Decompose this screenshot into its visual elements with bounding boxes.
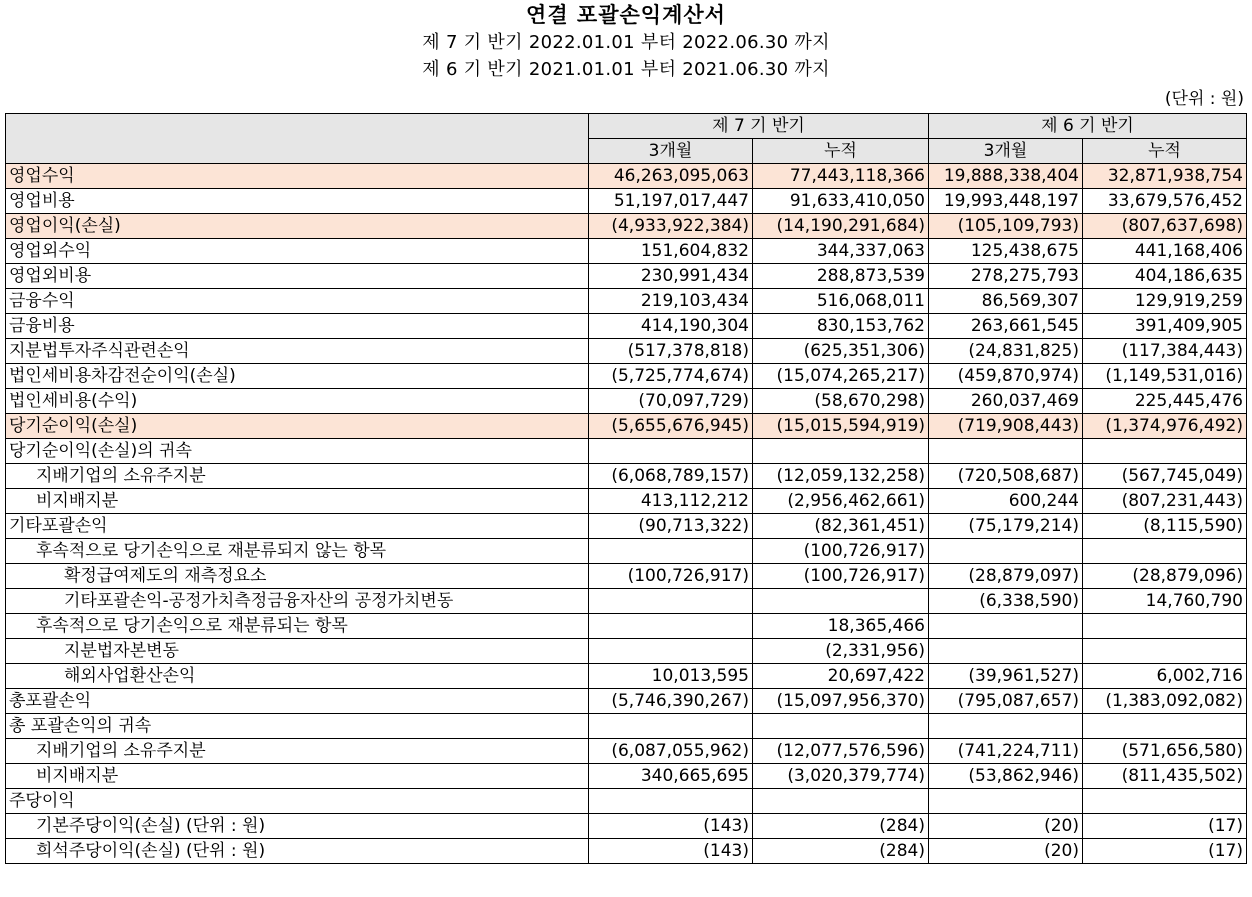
table-row <box>6 239 1247 264</box>
amount-cell: 219,103,434 <box>589 289 753 314</box>
amount-cell: 391,409,905 <box>1083 314 1247 339</box>
header-sub-ytd-7: 누적 <box>753 139 929 164</box>
table-row <box>6 739 1247 764</box>
account-label: 비지배지분 <box>6 764 589 789</box>
amount-cell: 18,365,466 <box>753 614 929 639</box>
header-period-6: 제 6 기 반기 <box>929 114 1247 139</box>
table-row <box>6 814 1247 839</box>
amount-cell: (459,870,974) <box>929 364 1083 389</box>
amount-cell <box>1083 639 1247 664</box>
amount-cell <box>589 614 753 639</box>
amount-cell: (143) <box>589 839 753 864</box>
amount-cell <box>1083 614 1247 639</box>
amount-cell: 441,168,406 <box>1083 239 1247 264</box>
amount-cell: (720,508,687) <box>929 464 1083 489</box>
table-row <box>6 589 1247 614</box>
amount-cell: (567,745,049) <box>1083 464 1247 489</box>
header-row-periods <box>6 114 1247 139</box>
amount-cell: 413,112,212 <box>589 489 753 514</box>
amount-cell: (5,746,390,267) <box>589 689 753 714</box>
account-label: 비지배지분 <box>6 489 589 514</box>
amount-cell: (741,224,711) <box>929 739 1083 764</box>
amount-cell: (807,637,698) <box>1083 214 1247 239</box>
amount-cell: (1,374,976,492) <box>1083 414 1247 439</box>
amount-cell <box>1083 714 1247 739</box>
amount-cell: 14,760,790 <box>1083 589 1247 614</box>
amount-cell: (571,656,580) <box>1083 739 1247 764</box>
amount-cell <box>929 614 1083 639</box>
table-row <box>6 189 1247 214</box>
amount-cell: (6,087,055,962) <box>589 739 753 764</box>
header-sub-3m-6: 3개월 <box>929 139 1083 164</box>
table-row <box>6 689 1247 714</box>
account-label: 당기순이익(손실)의 귀속 <box>6 439 589 464</box>
amount-cell: 10,013,595 <box>589 664 753 689</box>
prior-period-line: 제 6 기 반기 2021.01.01 부터 2021.06.30 까지 <box>422 59 830 80</box>
amount-cell: (90,713,322) <box>589 514 753 539</box>
amount-cell: 86,569,307 <box>929 289 1083 314</box>
statement-title: 연결 포괄손익계산서 <box>526 3 726 27</box>
account-label: 기타포괄손익 <box>6 514 589 539</box>
account-label: 기타포괄손익-공정가치측정금융자산의 공정가치변동 <box>6 589 589 614</box>
amount-cell: (1,383,092,082) <box>1083 689 1247 714</box>
amount-cell: (14,190,291,684) <box>753 214 929 239</box>
amount-cell: 125,438,675 <box>929 239 1083 264</box>
amount-cell: (17) <box>1083 814 1247 839</box>
amount-cell: 516,068,011 <box>753 289 929 314</box>
amount-cell: (70,097,729) <box>589 389 753 414</box>
table-row <box>6 714 1247 739</box>
header-period-7: 제 7 기 반기 <box>589 114 929 139</box>
account-label: 총 포괄손익의 귀속 <box>6 714 589 739</box>
table-row <box>6 789 1247 814</box>
account-label: 주당이익 <box>6 789 589 814</box>
account-label: 영업외비용 <box>6 264 589 289</box>
account-label: 지분법자본변동 <box>6 639 589 664</box>
amount-cell: (117,384,443) <box>1083 339 1247 364</box>
amount-cell <box>1083 439 1247 464</box>
account-label: 영업수익 <box>6 164 589 189</box>
amount-cell: (719,908,443) <box>929 414 1083 439</box>
amount-cell: (1,149,531,016) <box>1083 364 1247 389</box>
account-label: 법인세비용차감전순이익(손실) <box>6 364 589 389</box>
amount-cell: 830,153,762 <box>753 314 929 339</box>
table-row <box>6 539 1247 564</box>
account-label: 법인세비용(수익) <box>6 389 589 414</box>
table-row <box>6 164 1247 189</box>
header-account-cell <box>6 114 589 164</box>
amount-cell <box>589 639 753 664</box>
amount-cell: (82,361,451) <box>753 514 929 539</box>
amount-cell: (100,726,917) <box>753 539 929 564</box>
table-row <box>6 489 1247 514</box>
amount-cell: 77,443,118,366 <box>753 164 929 189</box>
amount-cell: 340,665,695 <box>589 764 753 789</box>
amount-cell: (5,725,774,674) <box>589 364 753 389</box>
current-period-line: 제 7 기 반기 2022.01.01 부터 2022.06.30 까지 <box>422 32 830 53</box>
table-row <box>6 314 1247 339</box>
amount-cell: 404,186,635 <box>1083 264 1247 289</box>
table-row <box>6 214 1247 239</box>
amount-cell: 20,697,422 <box>753 664 929 689</box>
amount-cell: (15,097,956,370) <box>753 689 929 714</box>
table-row <box>6 764 1247 789</box>
amount-cell: 32,871,938,754 <box>1083 164 1247 189</box>
table-row <box>6 464 1247 489</box>
amount-cell <box>589 439 753 464</box>
amount-cell: 129,919,259 <box>1083 289 1247 314</box>
account-label: 해외사업환산손익 <box>6 664 589 689</box>
amount-cell: (8,115,590) <box>1083 514 1247 539</box>
table-row <box>6 364 1247 389</box>
amount-cell: 51,197,017,447 <box>589 189 753 214</box>
amount-cell: 33,679,576,452 <box>1083 189 1247 214</box>
account-label: 후속적으로 당기손익으로 재분류되지 않는 항목 <box>6 539 589 564</box>
amount-cell: (17) <box>1083 839 1247 864</box>
amount-cell <box>753 589 929 614</box>
amount-cell: (12,059,132,258) <box>753 464 929 489</box>
amount-cell: (12,077,576,596) <box>753 739 929 764</box>
amount-cell: (100,726,917) <box>589 564 753 589</box>
amount-cell: (807,231,443) <box>1083 489 1247 514</box>
account-label: 확정급여제도의 재측정요소 <box>6 564 589 589</box>
table-row <box>6 614 1247 639</box>
amount-cell: (5,655,676,945) <box>589 414 753 439</box>
table-row <box>6 339 1247 364</box>
amount-cell: (15,015,594,919) <box>753 414 929 439</box>
table-row <box>6 389 1247 414</box>
account-label: 영업비용 <box>6 189 589 214</box>
amount-cell <box>929 639 1083 664</box>
amount-cell: 225,445,476 <box>1083 389 1247 414</box>
account-label: 금융수익 <box>6 289 589 314</box>
amount-cell: (284) <box>753 839 929 864</box>
amount-cell: 19,993,448,197 <box>929 189 1083 214</box>
amount-cell: (20) <box>929 814 1083 839</box>
amount-cell: (105,109,793) <box>929 214 1083 239</box>
amount-cell: (28,879,097) <box>929 564 1083 589</box>
account-label: 총포괄손익 <box>6 689 589 714</box>
amount-cell: 278,275,793 <box>929 264 1083 289</box>
amount-cell <box>929 439 1083 464</box>
amount-cell: (24,831,825) <box>929 339 1083 364</box>
account-label: 영업이익(손실) <box>6 214 589 239</box>
amount-cell <box>589 589 753 614</box>
table-row <box>6 639 1247 664</box>
table-row <box>6 414 1247 439</box>
amount-cell: (2,956,462,661) <box>753 489 929 514</box>
amount-cell <box>589 539 753 564</box>
amount-cell <box>589 714 753 739</box>
amount-cell: (3,020,379,774) <box>753 764 929 789</box>
amount-cell <box>589 789 753 814</box>
account-label: 지배기업의 소유주지분 <box>6 739 589 764</box>
amount-cell: 414,190,304 <box>589 314 753 339</box>
amount-cell: 288,873,539 <box>753 264 929 289</box>
amount-cell: 19,888,338,404 <box>929 164 1083 189</box>
amount-cell: 260,037,469 <box>929 389 1083 414</box>
amount-cell: (53,862,946) <box>929 764 1083 789</box>
account-label: 영업외수익 <box>6 239 589 264</box>
header-sub-3m-7: 3개월 <box>589 139 753 164</box>
amount-cell: (6,338,590) <box>929 589 1083 614</box>
amount-cell: (100,726,917) <box>753 564 929 589</box>
income-statement-table <box>5 113 1247 864</box>
account-label: 후속적으로 당기손익으로 재분류되는 항목 <box>6 614 589 639</box>
amount-cell <box>1083 789 1247 814</box>
table-row <box>6 839 1247 864</box>
amount-cell: (39,961,527) <box>929 664 1083 689</box>
amount-cell: (2,331,956) <box>753 639 929 664</box>
amount-cell <box>753 439 929 464</box>
amount-cell: 344,337,063 <box>753 239 929 264</box>
amount-cell: 230,991,434 <box>589 264 753 289</box>
table-row <box>6 664 1247 689</box>
amount-cell <box>929 714 1083 739</box>
account-label: 기본주당이익(손실) (단위 : 원) <box>6 814 589 839</box>
account-label: 지분법투자주식관련손익 <box>6 339 589 364</box>
account-label: 당기순이익(손실) <box>6 414 589 439</box>
table-row <box>6 439 1247 464</box>
amount-cell: (4,933,922,384) <box>589 214 753 239</box>
amount-cell: 6,002,716 <box>1083 664 1247 689</box>
amount-cell <box>929 789 1083 814</box>
amount-cell: 46,263,095,063 <box>589 164 753 189</box>
amount-cell: (6,068,789,157) <box>589 464 753 489</box>
table-row <box>6 514 1247 539</box>
table-row <box>6 264 1247 289</box>
amount-cell: (20) <box>929 839 1083 864</box>
amount-cell: (625,351,306) <box>753 339 929 364</box>
amount-cell: (28,879,096) <box>1083 564 1247 589</box>
account-label: 지배기업의 소유주지분 <box>6 464 589 489</box>
amount-cell: (143) <box>589 814 753 839</box>
amount-cell: (75,179,214) <box>929 514 1083 539</box>
amount-cell: (284) <box>753 814 929 839</box>
amount-cell: 600,244 <box>929 489 1083 514</box>
header-sub-ytd-6: 누적 <box>1083 139 1247 164</box>
amount-cell: 91,633,410,050 <box>753 189 929 214</box>
amount-cell <box>753 789 929 814</box>
amount-cell <box>1083 539 1247 564</box>
account-label: 희석주당이익(손실) (단위 : 원) <box>6 839 589 864</box>
table-row <box>6 289 1247 314</box>
account-label: 금융비용 <box>6 314 589 339</box>
amount-cell: (811,435,502) <box>1083 764 1247 789</box>
amount-cell: 151,604,832 <box>589 239 753 264</box>
amount-cell <box>929 539 1083 564</box>
amount-cell: 263,661,545 <box>929 314 1083 339</box>
unit-label: (단위 : 원) <box>1164 89 1244 109</box>
amount-cell <box>753 714 929 739</box>
amount-cell: (795,087,657) <box>929 689 1083 714</box>
amount-cell: (517,378,818) <box>589 339 753 364</box>
table-row <box>6 564 1247 589</box>
amount-cell: (15,074,265,217) <box>753 364 929 389</box>
amount-cell: (58,670,298) <box>753 389 929 414</box>
